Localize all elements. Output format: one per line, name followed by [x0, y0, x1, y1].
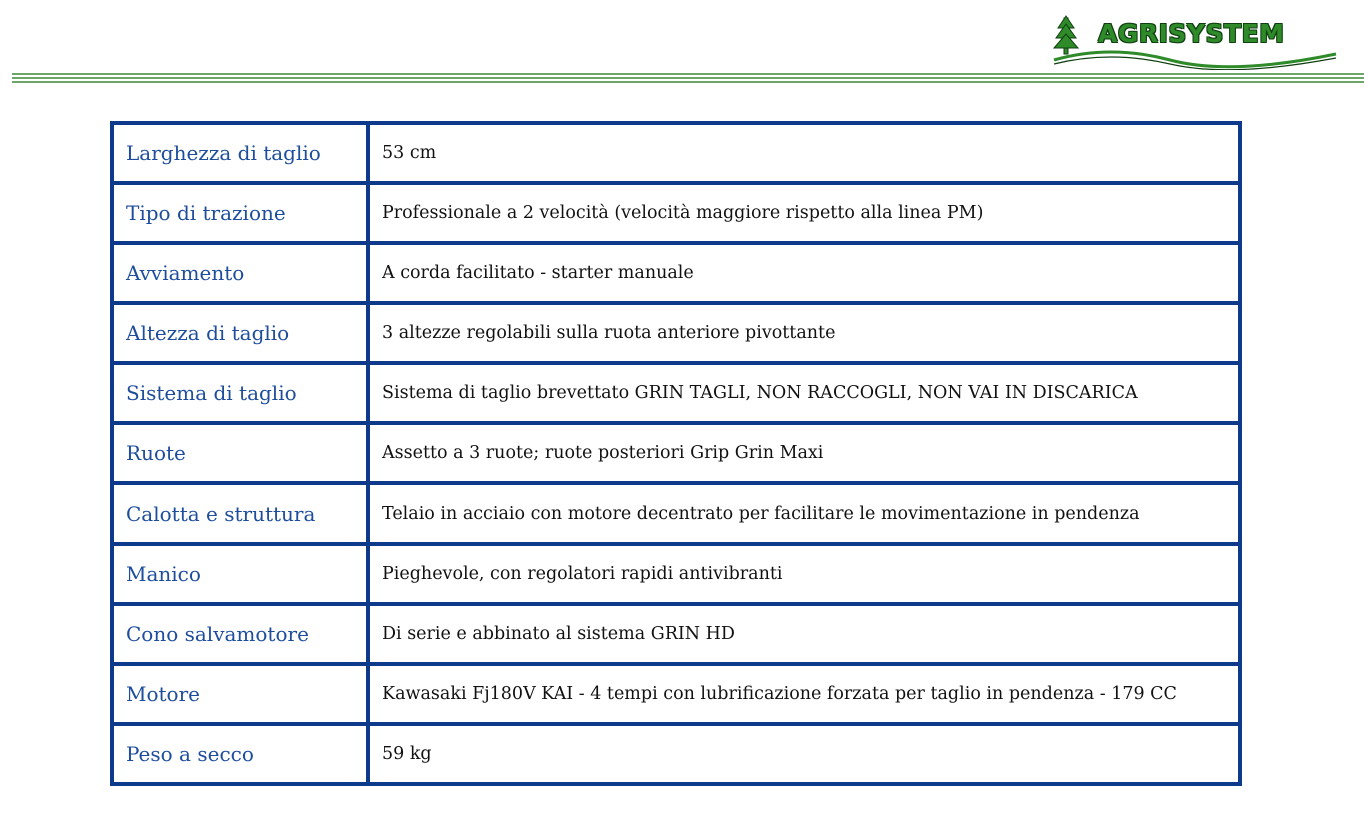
- spec-row: [112, 724, 1240, 784]
- spec-row: [112, 604, 1240, 664]
- spec-label: Avviamento: [112, 243, 368, 303]
- spec-row: [112, 243, 1240, 303]
- spec-value: 53 cm: [368, 123, 1240, 183]
- spec-value: Professionale a 2 velocità (velocità maggiore rispetto alla linea PM): [368, 183, 1240, 243]
- spec-value: Kawasaki Fj180V KAI - 4 tempi con lubrificazione forzata per taglio in pendenza - 179 CC: [368, 664, 1240, 724]
- spec-row: [112, 123, 1240, 183]
- spec-label: Altezza di taglio: [112, 303, 368, 363]
- spec-row: [112, 183, 1240, 243]
- spec-row: [112, 363, 1240, 423]
- spec-row: [112, 483, 1240, 543]
- header-divider-lines: [12, 72, 1364, 86]
- spec-value: Telaio in acciaio con motore decentrato per facilitare le movimentazione in pendenza: [368, 483, 1240, 543]
- spec-value: Pieghevole, con regolatori rapidi antivibranti: [368, 544, 1240, 604]
- spec-row: [112, 303, 1240, 363]
- spec-label: Tipo di trazione: [112, 183, 368, 243]
- spec-value: Di serie e abbinato al sistema GRIN HD: [368, 604, 1240, 664]
- spec-row: [112, 544, 1240, 604]
- spec-label: Cono salvamotore: [112, 604, 368, 664]
- spec-value: Sistema di taglio brevettato GRIN TAGLI, NON RACCOGLI, NON VAI IN DISCARICA: [368, 363, 1240, 423]
- specifications-table: [110, 121, 1242, 786]
- brand-name: AGRISYSTEM: [1098, 19, 1285, 48]
- spec-label: Peso a secco: [112, 724, 368, 784]
- spec-label: Sistema di taglio: [112, 363, 368, 423]
- spec-value: 3 altezze regolabili sulla ruota anteriore pivottante: [368, 303, 1240, 363]
- spec-label: Calotta e struttura: [112, 483, 368, 543]
- spec-value: 59 kg: [368, 724, 1240, 784]
- spec-label: Larghezza di taglio: [112, 123, 368, 183]
- spec-label: Ruote: [112, 423, 368, 483]
- spec-row: [112, 664, 1240, 724]
- spec-label: Motore: [112, 664, 368, 724]
- spec-row: [112, 423, 1240, 483]
- spec-value: Assetto a 3 ruote; ruote posteriori Grip Grin Maxi: [368, 423, 1240, 483]
- spec-label: Manico: [112, 544, 368, 604]
- spec-value: A corda facilitato - starter manuale: [368, 243, 1240, 303]
